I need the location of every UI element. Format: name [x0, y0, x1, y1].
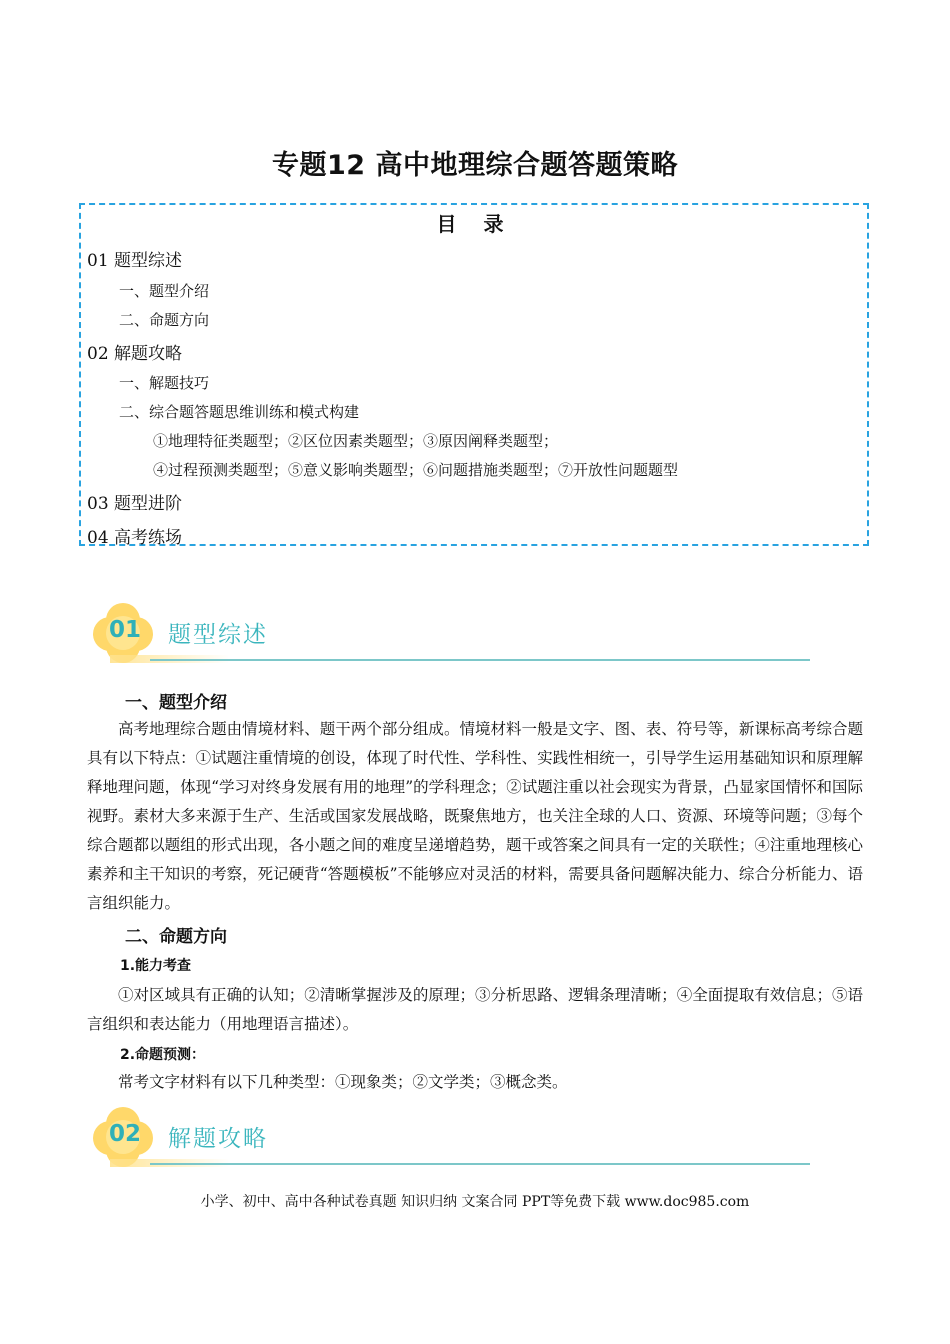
section-divider	[150, 1163, 810, 1165]
page-footer: 小学、初中、高中各种试卷真题 知识归纳 文案合同 PPT等免费下载 www.doc985.com	[200, 1194, 750, 1210]
ability-paragraph: ①对区域具有正确的认知；②清晰掌握涉及的原理；③分析思路、逻辑条理清晰；④全面提取有效信息；⑤语言组织和表达能力（用地理语言描述）。	[87, 986, 863, 1033]
intro-paragraph: 高考地理综合题由情境材料、题干两个部分组成。情境材料一般是文字、图、表、符号等，新课标高考综合题具有以下特点：①试题注重情境的创设，体现了时代性、学科性、实践性相统一，引导学生运用基础知识和原理解释地理问题，体现“学习对终身发展有用的地理”的学科理念；②试题注重以社会现实为背景，凸显家国情怀和国际视野。素材大多来源于生产、生活或国家发展战略，既聚焦地方，也关注全球的人口、资源、环境等问题；③每个综合题都以题组的形式出现，各小题之间的难度呈递增趋势，题干或答案之间具有一定的关联性；④注重地理核心素养和主干知识的考察，死记硬背“答题模板”不能够应对灵活的材料，需要具备问题解决能力、综合分析能力、语言组织能力。	[87, 720, 863, 912]
subsection-heading: 二、命题方向	[125, 927, 227, 947]
toc-item[interactable]: 一、题型介绍	[119, 282, 210, 300]
section-banner-01	[90, 603, 810, 673]
toc-item[interactable]: ①地理特征类题型；②区位因素类题型；③原因阐释类题型；	[153, 432, 559, 450]
point-heading: 2.命题预测：	[120, 1047, 206, 1063]
section-title: 解题攻略	[168, 1126, 268, 1152]
toc-item[interactable]: ④过程预测类题型；⑤意义影响类题型；⑥问题措施类题型；⑦开放性问题题型	[153, 461, 679, 479]
document-title: 专题12 高中地理综合题答题策略	[272, 150, 678, 181]
toc-item[interactable]: 02 解题攻略	[87, 344, 183, 364]
toc-item[interactable]: 04 高考练场	[87, 528, 183, 548]
toc-heading: 目 录	[436, 212, 514, 236]
section-number: 01	[108, 617, 141, 643]
toc-item[interactable]: 01 题型综述	[87, 251, 183, 271]
toc-item[interactable]: 一、解题技巧	[119, 374, 210, 392]
section-number: 02	[108, 1121, 141, 1147]
toc-item[interactable]: 二、命题方向	[119, 311, 210, 329]
section-banner-02	[90, 1107, 810, 1177]
prediction-paragraph: 常考文字材料有以下几种类型：①现象类；②文学类；③概念类。	[118, 1073, 568, 1091]
toc-item[interactable]: 03 题型进阶	[87, 494, 183, 514]
section-title: 题型综述	[168, 622, 268, 648]
subsection-heading: 一、题型介绍	[125, 693, 227, 713]
point-heading: 1.能力考查	[120, 958, 192, 974]
section-divider	[150, 659, 810, 661]
toc-item[interactable]: 二、综合题答题思维训练和模式构建	[119, 403, 360, 421]
